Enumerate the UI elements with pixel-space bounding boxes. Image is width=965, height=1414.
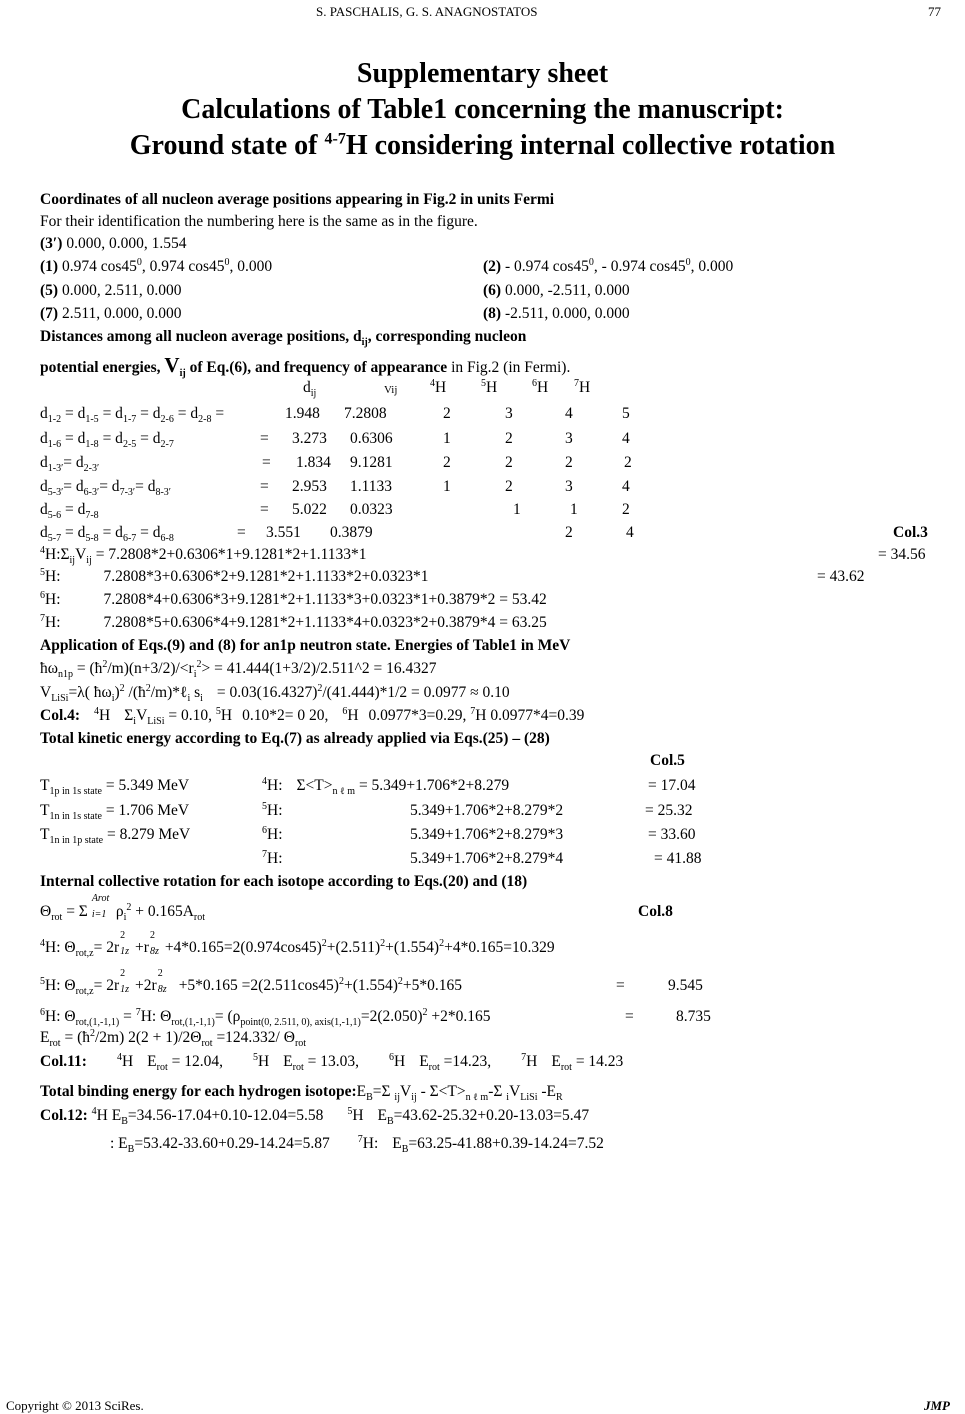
- kin-4h-label: $^4$H: $\Sigma<T>_{n \ell m} = 5.349+1.706*2+8.279$: [262, 775, 510, 798]
- title-line-2: Calculations of Table1 concerning the manuscript:: [181, 94, 784, 125]
- title-line-3: Ground state of $^{4-7}$H considering internal collective rotation: [129, 130, 836, 161]
- kin-6h-expr: 5.349+1.706*2+8.279*3: [410, 826, 564, 843]
- col-head-vij: Vij: [384, 384, 398, 396]
- dist-row-5-d: 5.022: [292, 501, 327, 518]
- theta-rot-formula: $\Theta_{rot} = \Sigma$ Arot i=1 $\rho_i^2 + 0.165A_{rot}$: [40, 893, 206, 924]
- sum-v-4h-result: = 34.56: [878, 546, 926, 563]
- col4-line: Col.4: $^4$H $\Sigma_iV_{LiSi} = 0.10$, $^5$H 0.10*2= 0 20, $^6$H 0.0977*3=0.29, $^7$H 0.0977*4=0.39: [40, 705, 585, 728]
- col12-line-1: Col.12: $^4$H $E_B=34.56-17.04+0.10-12.04=5.58$ $^5$H $E_B=43.62-25.32+0.20-13.03=5.47$: [40, 1105, 590, 1128]
- sum-v-5h: $^5$H: 7.2808*3+0.6306*2+9.1281*2+1.1133*2+0.0323*1: [40, 566, 429, 585]
- sum-v-4h: $^4H:\Sigma_{ij}V_{ij} = 7.2808*2+0.6306*1+9.1281*2+1.1133*1$: [40, 544, 367, 567]
- theta-67h-result: 8.735: [676, 1008, 711, 1025]
- kin-5h-result: = 25.32: [645, 802, 693, 819]
- theta-5h-result: 9.545: [668, 977, 703, 994]
- theta-67h-line: $^6$H: $\Theta_{rot,(1,-1,1)} = ^7H$: $\Theta_{rot,(1,-1,1)}= (\rho_{point(0, 2.511, 0), axis(1,-1,1)}=2(2.050)^2 +2*0.165$: [40, 1006, 491, 1029]
- running-header: S. PASCHALIS, G. S. ANAGNOSTATOS: [316, 4, 538, 19]
- coord-1: (1) 0.974 $\cos 45^0$, 0.974 $\cos 45^0$, 0.000: [40, 256, 273, 275]
- dist-row-5-label: $d_{5-6} = d_{7-8}$: [40, 501, 99, 522]
- dist-row-4-5h: 2: [505, 478, 513, 495]
- page-number: 77: [928, 4, 941, 19]
- dist-row-5-v: 0.0323: [350, 501, 393, 518]
- dist-row-3-v: 9.1281: [350, 454, 393, 471]
- t-1n-1p: $T_{1n in 1p state} = 8.279$ MeV: [40, 826, 191, 847]
- dist-row-3-d: 1.834: [296, 454, 331, 471]
- theta-5h-line: $^5$H: $\Theta_{rot,z}= 2r$ 2 1z +2r 2 8z $+5*0.165 =2(2.511\cos 45)^2+(1.554)^2+5*0.165$: [40, 968, 463, 998]
- dist-row-2-d: 3.273: [292, 430, 327, 447]
- theta-67h-eq: =: [625, 1008, 634, 1025]
- col-head-7h: $^7$H: [574, 377, 591, 396]
- dist-row-5-6h: 1: [570, 501, 578, 518]
- dist-row-1-d: 1.948: [285, 405, 320, 422]
- dist-row-4-4h: 1: [443, 478, 451, 495]
- col3-label: Col.3: [893, 524, 928, 541]
- col-head-dij: $d_{ij}$: [303, 379, 317, 400]
- coord-2: (2) - 0.974 $\cos 45^0$, - 0.974 $\cos 45^0$, 0.000: [483, 256, 734, 275]
- coord-8: (8) -2.511, 0.000, 0.000: [483, 305, 630, 322]
- kin-7h-label: $^7$H:: [262, 848, 283, 867]
- t-1p-1s: $T_{1p in 1s state} = 5.349$ MeV: [40, 777, 190, 798]
- coord-3prime: (3′) 0.000, 0.000, 1.554: [40, 235, 187, 252]
- dist-row-1-4h: 2: [443, 405, 451, 422]
- dist-row-4-6h: 3: [565, 478, 573, 495]
- kin-7h-result: = 41.88: [654, 850, 702, 867]
- dist-row-1-label: $d_{1-2} = d_{1-5} = d_{1-7} = d_{2-6} = d_{2-8}$ =: [40, 405, 225, 426]
- dist-row-4-v: 1.1133: [350, 478, 393, 495]
- dist-row-3-4h: 2: [443, 454, 451, 471]
- dist-row-2-eq: =: [260, 430, 269, 447]
- col12-line-2: : $E_B=53.42-33.60+0.29-14.24=5.87$ $^7$H: $E_B=63.25-41.88+0.39-14.24=7.52$: [110, 1133, 604, 1156]
- dist-row-1-5h: 3: [505, 405, 513, 422]
- dist-row-3-label: $d_{1-3'}= d_{2-3'}$: [40, 454, 100, 475]
- distances-heading-2: potential energies, $V_{ij}$ of Eq.(6), and frequency of appearance in Fig.2 (in Fermi).: [40, 353, 571, 380]
- journal-name: JMP: [924, 1398, 950, 1413]
- kin-4h-result: = 17.04: [648, 777, 696, 794]
- eqs98-heading: Application of Eqs.(9) and (8) for an1p neutron state. Energies of Table1 in MeV: [40, 637, 571, 654]
- dist-row-2-label: $d_{1-6} = d_{1-8} = d_{2-5} = d_{2-7}$: [40, 430, 174, 451]
- dist-row-6-v: 0.3879: [330, 524, 373, 541]
- vlisi-line: $V_{LiSi}=\lambda$( $ħ\omega_i)^2$ $/(ħ^2/m)*\ell_i$ $s_i = 0.03(16.4327)^2/(41.444)*1/2 = 0.0977 \approx 0.10$: [40, 682, 510, 705]
- coord-6: (6) 0.000, -2.511, 0.000: [483, 282, 630, 299]
- col-head-6h: $^6$H: [532, 377, 549, 396]
- dist-row-2-6h: 3: [565, 430, 573, 447]
- dist-row-4-label: $d_{5-3'}= d_{6-3'}= d_{7-3'}= d_{8-3'}$: [40, 478, 171, 499]
- dist-row-1-7h: 5: [622, 405, 630, 422]
- dist-row-5-5h: 1: [513, 501, 521, 518]
- kin-7h-expr: 5.349+1.706*2+8.279*4: [410, 850, 564, 867]
- dist-row-3-6h: 2: [565, 454, 573, 471]
- sum-v-7h: $^7$H: 7.2808*5+0.6306*4+9.1281*2+1.1133*4+0.0323*2+0.3879*4 = 63.25: [40, 612, 547, 631]
- dist-row-2-7h: 4: [622, 430, 630, 447]
- dist-row-6-eq: =: [237, 524, 246, 541]
- kinetic-heading: Total kinetic energy according to Eq.(7) as already applied via Eqs.(25) – (28): [40, 730, 550, 747]
- dist-row-4-7h: 4: [622, 478, 630, 495]
- dist-row-2-5h: 2: [505, 430, 513, 447]
- dist-row-1-6h: 4: [565, 405, 573, 422]
- dist-row-6-label: $d_{5-7} = d_{5-8} = d_{6-7} = d_{6-8}$: [40, 524, 174, 545]
- dist-row-6-d: 3.551: [266, 524, 301, 541]
- binding-heading: Total binding energy for each hydrogen $isotope:E_B=\Sigma$ $_{ij}V_{ij} - \Sigma<T>_{n \ell m}-\Sigma$ $_iV_{LiSi}$ $-E_R$: [40, 1083, 563, 1104]
- kin-6h-result: = 33.60: [648, 826, 696, 843]
- kin-6h-label: $^6$H:: [262, 824, 283, 843]
- sum-v-6h: $^6$H: 7.2808*4+0.6306*3+9.1281*2+1.1133*3+0.0323*1+0.3879*2 = 53.42: [40, 589, 547, 608]
- hbar-omega-line: $ħ\omega_{n1p}$ = $(ħ^2/m)(n+3/2)/<r_i^2>$ = 41.444(1+3/2)/2.511^2 = 16.4327: [40, 658, 437, 681]
- col8-label: Col.8: [638, 903, 673, 920]
- coord-5: (5) 0.000, 2.511, 0.000: [40, 282, 182, 299]
- kin-5h-expr: 5.349+1.706*2+8.279*2: [410, 802, 564, 819]
- sum-v-5h-result: = 43.62: [817, 568, 865, 585]
- theta-4h-line: $^4$H: $\Theta_{rot,z}= 2r$ 2 1z +r 2 8z $+4*0.165=2(0.974\cos 45)^2+(2.511)^2+(1.554)^2+4*0.165=10.329$: [40, 930, 555, 960]
- distances-heading-1: Distances among all nucleon average positions, $d_{ij}$, corresponding nucleon: [40, 328, 527, 349]
- dist-row-3-5h: 2: [505, 454, 513, 471]
- dist-row-4-eq: =: [260, 478, 269, 495]
- dist-row-5-eq: =: [260, 501, 269, 518]
- kin-5h-label: $^5$H:: [262, 800, 283, 819]
- dist-row-3-7h: 2: [624, 454, 632, 471]
- dist-row-2-v: 0.6306: [350, 430, 393, 447]
- col5-label: Col.5: [650, 752, 685, 769]
- dist-row-4-d: 2.953: [292, 478, 327, 495]
- erot-formula: $E_{rot}$ = $(ħ^2/2m) 2(2 + 1)/2\Theta_{rot} =124.332/$ $\Theta_{rot}$: [40, 1027, 307, 1050]
- coord-7: (7) 2.511, 0.000, 0.000: [40, 305, 182, 322]
- coords-intro: For their identification the numbering here is the same as in the figure.: [40, 213, 478, 230]
- t-1n-1s: $T_{1n in 1s state} = 1.706$ MeV: [40, 802, 190, 823]
- dist-row-6-6h: 2: [565, 524, 573, 541]
- col-head-4h: $^4$H: [430, 377, 447, 396]
- dist-row-6-7h: 4: [626, 524, 634, 541]
- rotation-heading: Internal collective rotation for each isotope according to Eqs.(20) and (18): [40, 873, 528, 890]
- col11-line: Col.11: $^4$H $E_{rot} = 12.04$, $^5$H $E_{rot} = 13.03$, $^6$H $E_{rot} =14.23$, $^7$H $E_{rot} = 14.23$: [40, 1051, 624, 1074]
- dist-row-5-7h: 2: [622, 501, 630, 518]
- dist-row-2-4h: 1: [443, 430, 451, 447]
- dist-row-3-eq: =: [262, 454, 271, 471]
- col-head-5h: $^5$H: [481, 377, 498, 396]
- coords-heading: Coordinates of all nucleon average positions appearing in Fig.2 in units Fermi: [40, 191, 555, 208]
- title-line-1: Supplementary sheet: [356, 58, 609, 89]
- copyright: Copyright © 2013 SciRes.: [6, 1398, 144, 1413]
- dist-row-1-v: 7.2808: [344, 405, 387, 422]
- theta-5h-eq: =: [616, 977, 625, 994]
